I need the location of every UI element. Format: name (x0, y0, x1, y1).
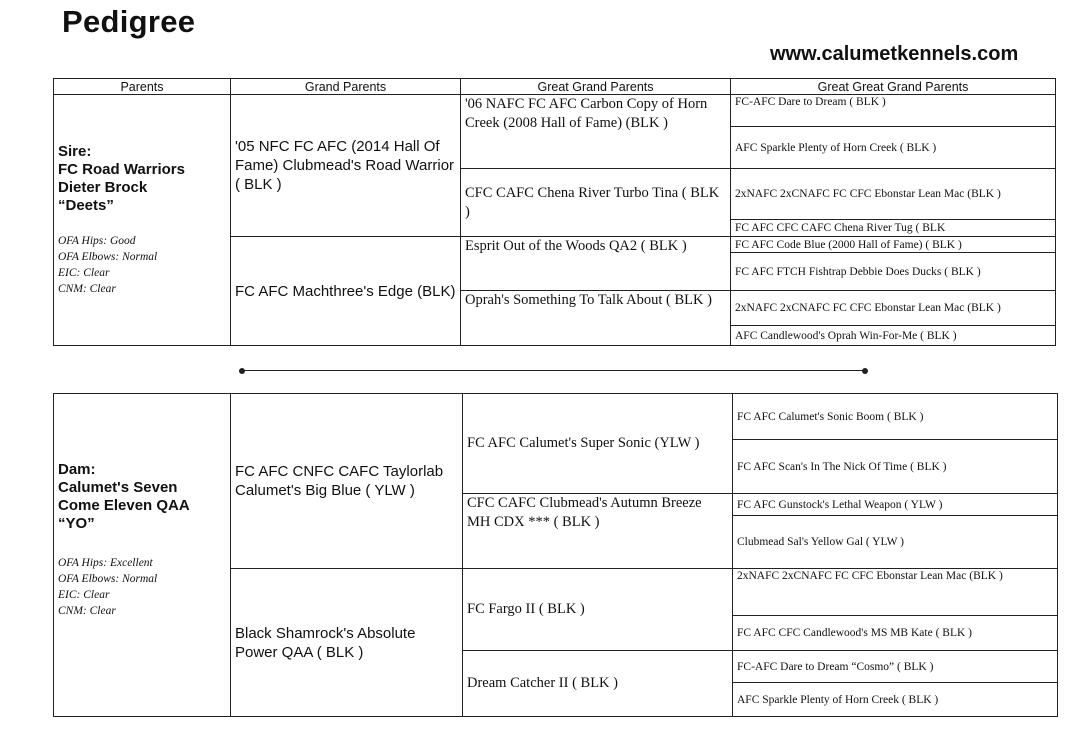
dam-cell (54, 394, 231, 717)
sire-grand-parent-2: FC AFC Machthree's Edge (BLK) (231, 237, 461, 346)
sire-gggp-2: AFC Sparkle Plenty of Horn Creek ( BLK ) (731, 127, 1056, 169)
header-great-grand-parents: Great Grand Parents (461, 79, 731, 95)
dam-great-grand-parent-4: Dream Catcher II ( BLK ) (463, 651, 733, 717)
sire-great-grand-parent-4: Oprah's Something To Talk About ( BLK ) (461, 291, 731, 346)
sire-name-line-2: Dieter Brock (58, 179, 148, 196)
dam-great-grand-parent-2: CFC CAFC Clubmead's Autumn Breeze MH CDX *** ( BLK ) (463, 494, 733, 569)
dam-gggp-4: Clubmead Sal's Yellow Gal ( YLW ) (733, 516, 1058, 569)
sire-great-grand-parent-2: CFC CAFC Chena River Turbo Tina ( BLK ) (461, 169, 731, 237)
divider-left-dot (239, 368, 245, 374)
dam-health-elbows: OFA Elbows: Normal (58, 573, 158, 585)
sire-name-line-1: FC Road Warriors (58, 161, 185, 178)
dam-pedigree-table (53, 393, 1058, 717)
sire-gggp-6: FC AFC FTCH Fishtrap Debbie Does Ducks ( BLK ) (731, 253, 1056, 291)
dam-gggp-3: FC AFC Gunstock's Lethal Weapon ( YLW ) (733, 494, 1058, 516)
dam-great-grand-parent-1: FC AFC Calumet's Super Sonic (YLW ) (463, 394, 733, 494)
dam-health-eic: EIC: Clear (58, 589, 110, 601)
dam-grand-parent-2: Black Shamrock's Absolute Power QAA ( BLK ) (231, 569, 463, 717)
sire-health-eic: EIC: Clear (58, 267, 110, 279)
header-row (54, 79, 1056, 95)
dam-grand-parent-1: FC AFC CNFC CAFC Taylorlab Calumet's Big Blue ( YLW ) (231, 394, 463, 569)
sire-gggp-5: FC AFC Code Blue (2000 Hall of Fame) ( BLK ) (731, 237, 1056, 253)
header-great-great-grand-parents: Great Great Grand Parents (731, 79, 1056, 95)
sire-name-line-3: “Deets” (58, 197, 114, 214)
dam-name-line-1: Calumet's Seven (58, 479, 178, 496)
sire-pedigree-table (53, 78, 1056, 346)
dam-health-hips: OFA Hips: Excellent (58, 557, 153, 569)
sire-great-grand-parent-1: '06 NAFC FC AFC Carbon Copy of Horn Creek (2008 Hall of Fame) (BLK ) (461, 95, 731, 169)
section-divider (242, 370, 865, 371)
sire-great-grand-parent-3: Esprit Out of the Woods QA2 ( BLK ) (461, 237, 731, 291)
sire-gggp-1: FC-AFC Dare to Dream ( BLK ) (731, 95, 1056, 127)
sire-gggp-8: AFC Candlewood's Oprah Win-For-Me ( BLK ) (731, 326, 1056, 346)
sire-gggp-4: FC AFC CFC CAFC Chena River Tug ( BLK (731, 220, 1056, 237)
dam-gggp-5: 2xNAFC 2xCNAFC FC CFC Ebonstar Lean Mac (BLK ) (733, 569, 1058, 616)
dam-gggp-6: FC AFC CFC Candlewood's MS MB Kate ( BLK ) (733, 616, 1058, 651)
dam-great-grand-parent-3: FC Fargo II ( BLK ) (463, 569, 733, 651)
dam-gggp-8: AFC Sparkle Plenty of Horn Creek ( BLK ) (733, 683, 1058, 717)
sire-gggp-7: 2xNAFC 2xCNAFC FC CFC Ebonstar Lean Mac (BLK ) (731, 291, 1056, 326)
sire-health-cnm: CNM: Clear (58, 283, 116, 295)
sire-gggp-3: 2xNAFC 2xCNAFC FC CFC Ebonstar Lean Mac (BLK ) (731, 169, 1056, 220)
dam-gggp-1: FC AFC Calumet's Sonic Boom ( BLK ) (733, 394, 1058, 440)
dam-role: Dam: (58, 461, 96, 478)
dam-name-line-2: Come Eleven QAA (58, 497, 190, 514)
dam-health (58, 555, 226, 619)
sire-health-elbows: OFA Elbows: Normal (58, 251, 158, 263)
dam-gggp-7: FC-AFC Dare to Dream “Cosmo” ( BLK ) (733, 651, 1058, 683)
dam-health-cnm: CNM: Clear (58, 605, 116, 617)
header-parents: Parents (54, 79, 231, 95)
website-url: www.calumetkennels.com (770, 43, 1019, 65)
sire-cell (54, 95, 231, 346)
dam-gggp-2: FC AFC Scan's In The Nick Of Time ( BLK ) (733, 440, 1058, 494)
sire-health-hips: OFA Hips: Good (58, 235, 136, 247)
sire-health (58, 233, 226, 297)
page-title: Pedigree (62, 4, 196, 39)
divider-right-dot (862, 368, 868, 374)
header-grand-parents: Grand Parents (231, 79, 461, 95)
sire-grand-parent-1: '05 NFC FC AFC (2014 Hall Of Fame) Clubmead's Road Warrior ( BLK ) (231, 95, 461, 237)
sire-role: Sire: (58, 143, 92, 160)
dam-name-line-3: “YO” (58, 515, 95, 532)
